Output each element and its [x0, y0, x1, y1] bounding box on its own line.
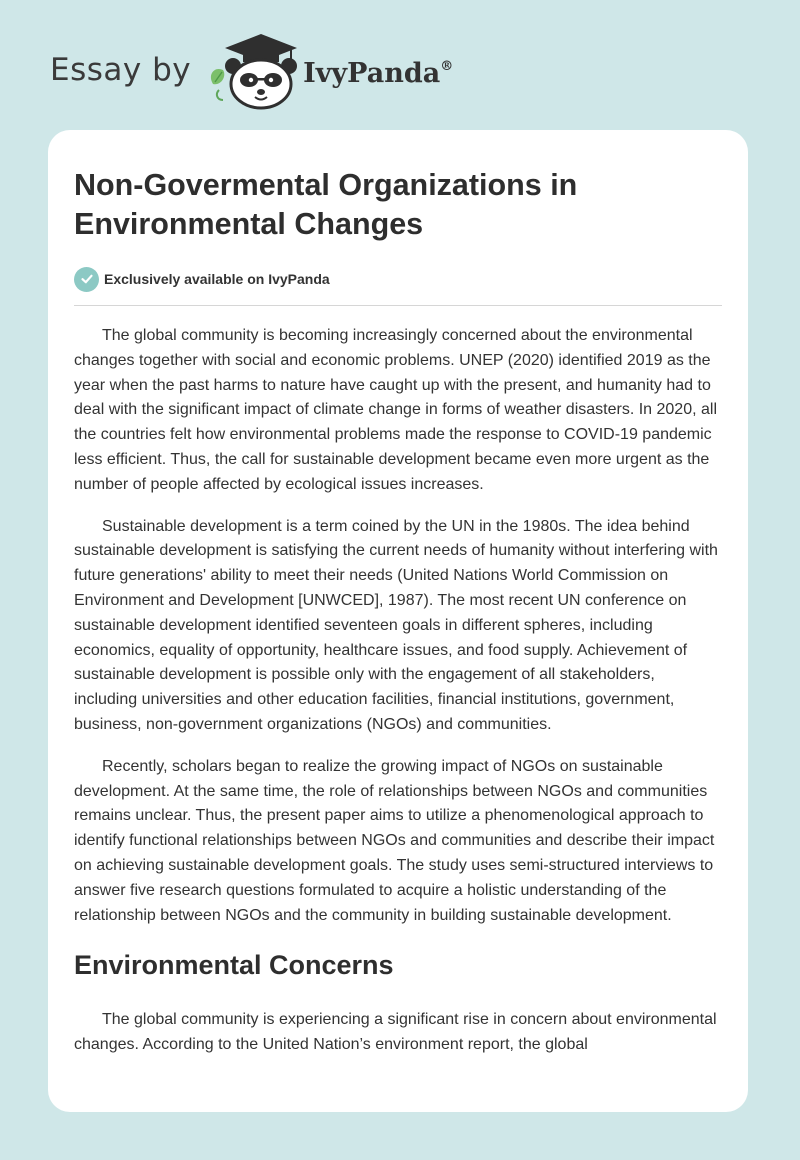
essay-title: Non-Govermental Organizations in Environmental Changes [74, 168, 578, 241]
paragraph-1: The global community is becoming increasingly concerned about the environmental changes together with social and economic problems. UNEP (2020) identified 2019 as the year when the past harms to nature have caught up with the present, and humanity had to deal with the significant impact of climate change in forms of weather disasters. In 2020, all the countries felt how environmental problems made the response to COVID-19 pandemic less efficient. Thus, the call for sustainable development became even more urgent as the number of people affected by ecological issues increases. [74, 327, 717, 493]
exclusive-label: Exclusively available on IvyPanda [104, 271, 330, 287]
essay-content [74, 166, 722, 1075]
brand-name[interactable] [303, 58, 453, 89]
exclusive-badge [74, 266, 722, 292]
essay-by-label: Essay by [50, 52, 192, 88]
essay-card [48, 130, 748, 1112]
paragraph-3: Recently, scholars began to realize the growing impact of NGOs on sustainable development. At the same time, the role of relationships between NGOs and communities remains unclear. Thus, the present paper aims to utilize a phenomenological approach to identify functional relationships between NGOs and communities and describe their impact on achieving sustainable development goals. The study uses semi-structured interviews to answer five research questions formulated to acquire a holistic understanding of the relationship between NGOs and the community in building sustainable development. [74, 757, 715, 924]
section-heading: Environmental Concerns [74, 950, 394, 981]
paragraph-2: Sustainable development is a term coined by the UN in the 1980s. The idea behind sustainable development is satisfying the current needs of humanity without interfering with future generations' ability to meet their needs (United Nations World Commission on Environment and Development [UNWCED], 1987). The most recent UN conference on sustainable development identified seventeen goals in different spheres, including economics, equality of opportunity, healthcare issues, and food supply. Achievement of sustainable development is possible only with the engagement of all stakeholders, including universities and other education facilities, financial institutions, government, business, non-government organizations (NGOs) and communities. [74, 517, 718, 733]
site-header [50, 30, 453, 110]
section-paragraph: The global community is experiencing a significant rise in concern about environmental changes. According to the United Nation’s environment report, the global [74, 1011, 717, 1054]
registered-mark: ® [440, 58, 454, 74]
panda-logo-icon[interactable] [205, 30, 301, 110]
brand-label: IvyPanda [303, 57, 441, 89]
check-circle-icon [74, 267, 99, 292]
title-divider [74, 305, 722, 306]
essay-body [74, 324, 722, 1058]
